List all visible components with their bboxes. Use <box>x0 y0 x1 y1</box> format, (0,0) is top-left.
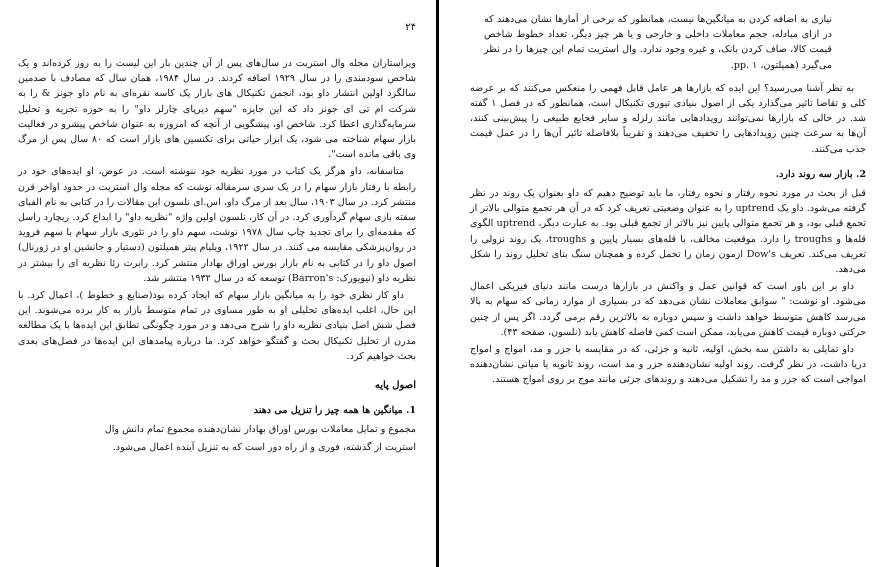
right-page <box>442 0 888 567</box>
page-number: ۲۴ <box>405 22 416 33</box>
right-paragraph-1: به نظر آشنا می‌رسید؟ این ایده که بازارها هر عامل قابل فهمی را منعکس می‌کنند که بر عرضه کلی و تقاضا تاثیر می‌گذارد یکی از اصول بنیادی تیوری تکنیکال است، همانطور که در فصل ۱ گفته شد. در حالی که بازارها نمی‌توانند رویدادهایی مانند زلزله و سایر فجایع طبیعی را پیش‌بینی کنند، آن‌ها به سرعت چنین رویدادهایی را تخفیف می‌دهند و تقریباً بلافاصله تاثیر آن‌ها را در عمل قیمت جذب می‌کنند. <box>470 82 866 155</box>
right-paragraph-2: قبل از بحث در مورد نحوه رفتار و نحوه رفتار، ما باید توضیح دهیم که داو بعنوان یک روند در نظر گرفته می‌شود. داو یک uptrend را به عنوان وضعیتی تعریف کرد که در آن هر تجمع متوالی بالاتر از تجمع قبلی بود، و هر تجمع متوالی پایین نیز بالاتر از تجمع قبلی بود. به عبارت دیگر، uptrend الگوی قله‌ها و troughs را دارد. موقعیت مخالف، با قله‌های بسیار پایین و troughs، یک روند نزولی را تعریف می‌کند. تعریف Dow's ازمون زمان را تحمل کرده و همچنان سنگ بنای تحلیل روند را شکل می‌دهد. <box>470 188 867 276</box>
left-paragraph-3: داو کار نظری خود را به میانگین بازار سهام که ایجاد کرده بود(صنایع و خطوط )، اعمال کرد. با این حال، اغلب ایده‌های تحلیلی او به طور مساوی در تمام متوسط بازار به کار برده می‌شوند. این فصل شش اصل بنیادی نظریه داو را شرح می‌دهد و در مورد چگونگی تطابق این ایده‌ها با یک مطالعه مدرن از تحلیل تکنیکال بحث و گفتگو خواهد کرد. ما درباره پیامدهای این ایده‌ها در فصل‌های بعدی بحث خواهیم کرد. <box>18 290 416 362</box>
book-spine-divider <box>436 0 439 567</box>
hamilton-quote: نیازی به اضافه کردن به میانگین‌ها نیست، همانطور که برخی از آمارها نشان می‌دهند که در ازای مبادله، حجم معاملات داخلی و خارجی و یا هر چیز دیگر، تعداد خطوط شاخص قیمت کالا، صاف کردن بانک، و غیره وجود ندارد. وال استریت تمام این چیزها را در نظر می‌گیرد (همیلتون، pp. ۱. <box>484 14 832 71</box>
left-final-line-2: استریت از گذشته، فوری و از راه دور است که به تنزیل آینده اعمال می‌شود. <box>112 441 416 453</box>
subheading-principle-2: 2. بازار سه روند دارد. <box>775 168 866 180</box>
right-paragraph-3: داو بر این باور است که قوانین عمل و واکنش در بازارها درست مانند دنیای فیزیکی اعمال می‌شود. او نوشت: " سوابق معاملات نشان می‌دهد که در بسیاری از موارد زمانی که سهام به بالا می‌رسد کاهش متوسط خواهد داشت و سپس دوباره به بالاترین رقم برمی گردد. اگر پس از چنین حرکتی دوباره قیمت کاهش می‌یابد، ممکن است کمی فاصله کاهش یابد (نلسون، صفحه ۴۳). <box>470 281 866 338</box>
subheading-principle-1: 1. میانگین ها همه چیز را تنزیل می دهند <box>253 405 416 417</box>
left-paragraph-1: ویراستاران مجله وال استریت در سال‌های پس از آن چندین بار این لیست را به روز کرده‌اند و یک شاخص سودمندی را در سال ۱۹۲۹ اضافه کردند. در سال ۱۹۸۴، همان سال که مصادف با صدمین سالگرد اولین انتشار داو بود، انجمن تکنیکال های بازار یک کاسه نقره‌ای به نام داو جونز & را به شرکت ام تی ای جونز داد که این جایزه "سهم دیرپای چارلز داو" را به حوزه تجزیه و تحلیل سرمایه‌گذاری اعطا کرد. شاخص او، پیشگویی از آنچه که امروزه به عنوان شاخص پیشرو در فعالیت بازار سهام شناخته می شود، یک ابزار حیاتی برای تکنسین های بازار است که ۸۰ سال پس از مرگ وی باقی مانده است". <box>18 58 416 161</box>
right-paragraph-4: داو تمایلی به داشتن سه بخش، اولیه، ثانیه و جزئی، که در مقایسه با جزر و مد، امواج و امواج دریا داشت، در نظر گرفت. روند اولیه نشان‌دهنده جزر و مد است، روند ثانویه یا میانی نشان‌دهنده امواجی است که جزر و مد را تشکیل می‌دهند و روندهای جزئی مانند موج بر روی امواج هستند. <box>470 344 866 386</box>
left-paragraph-2: متاسفانه، داو هرگز یک کتاب در مورد نظریه خود ننوشته است. در عوض، او ایده‌های خود در رابطه با رفتار بازار سهام را در یک سری سرمقاله نوشت که مجله وال استریت در حدود اواخر قرن منتشر کرد. در سال ۱۹۰۳، سال بعد از مرگ داو، اس.ای نلسون این مقالات را در کتابی به نام الفبای سفته بازی سهام گردآوری کرد. در آن کار، نلسون اولین واژه "نظریه داو" را ابداع کرد. ریچارد راسل که مقدمه‌ای را برای تجدید چاپ سال ۱۹۷۸ نوشت، سهم داو را در تئوری بازار سهام با سهم فروید در روان‌پزشکی مقایسه می کنند. در سال ۱۹۲۲، ویلیام پیتر همیلتون (دستیار و جانشین او در ژورنال) اصول داو را در کتابی به نام بازار بورس اوراق بهادار منتشر کرد. رابرت رئا نظریه ای را بیشتر در نظریه داو (نیویورک: Barron's) توسعه که در سال ۱۹۳۲ منتشر شد. <box>18 166 417 284</box>
left-final-line-1: مجموع و تمایل معاملات بورس اوراق بهادار نشان‌دهنده مجموع تمام دانش وال <box>104 424 416 436</box>
section-heading: اصول پایه <box>374 380 416 392</box>
left-page <box>0 0 438 567</box>
